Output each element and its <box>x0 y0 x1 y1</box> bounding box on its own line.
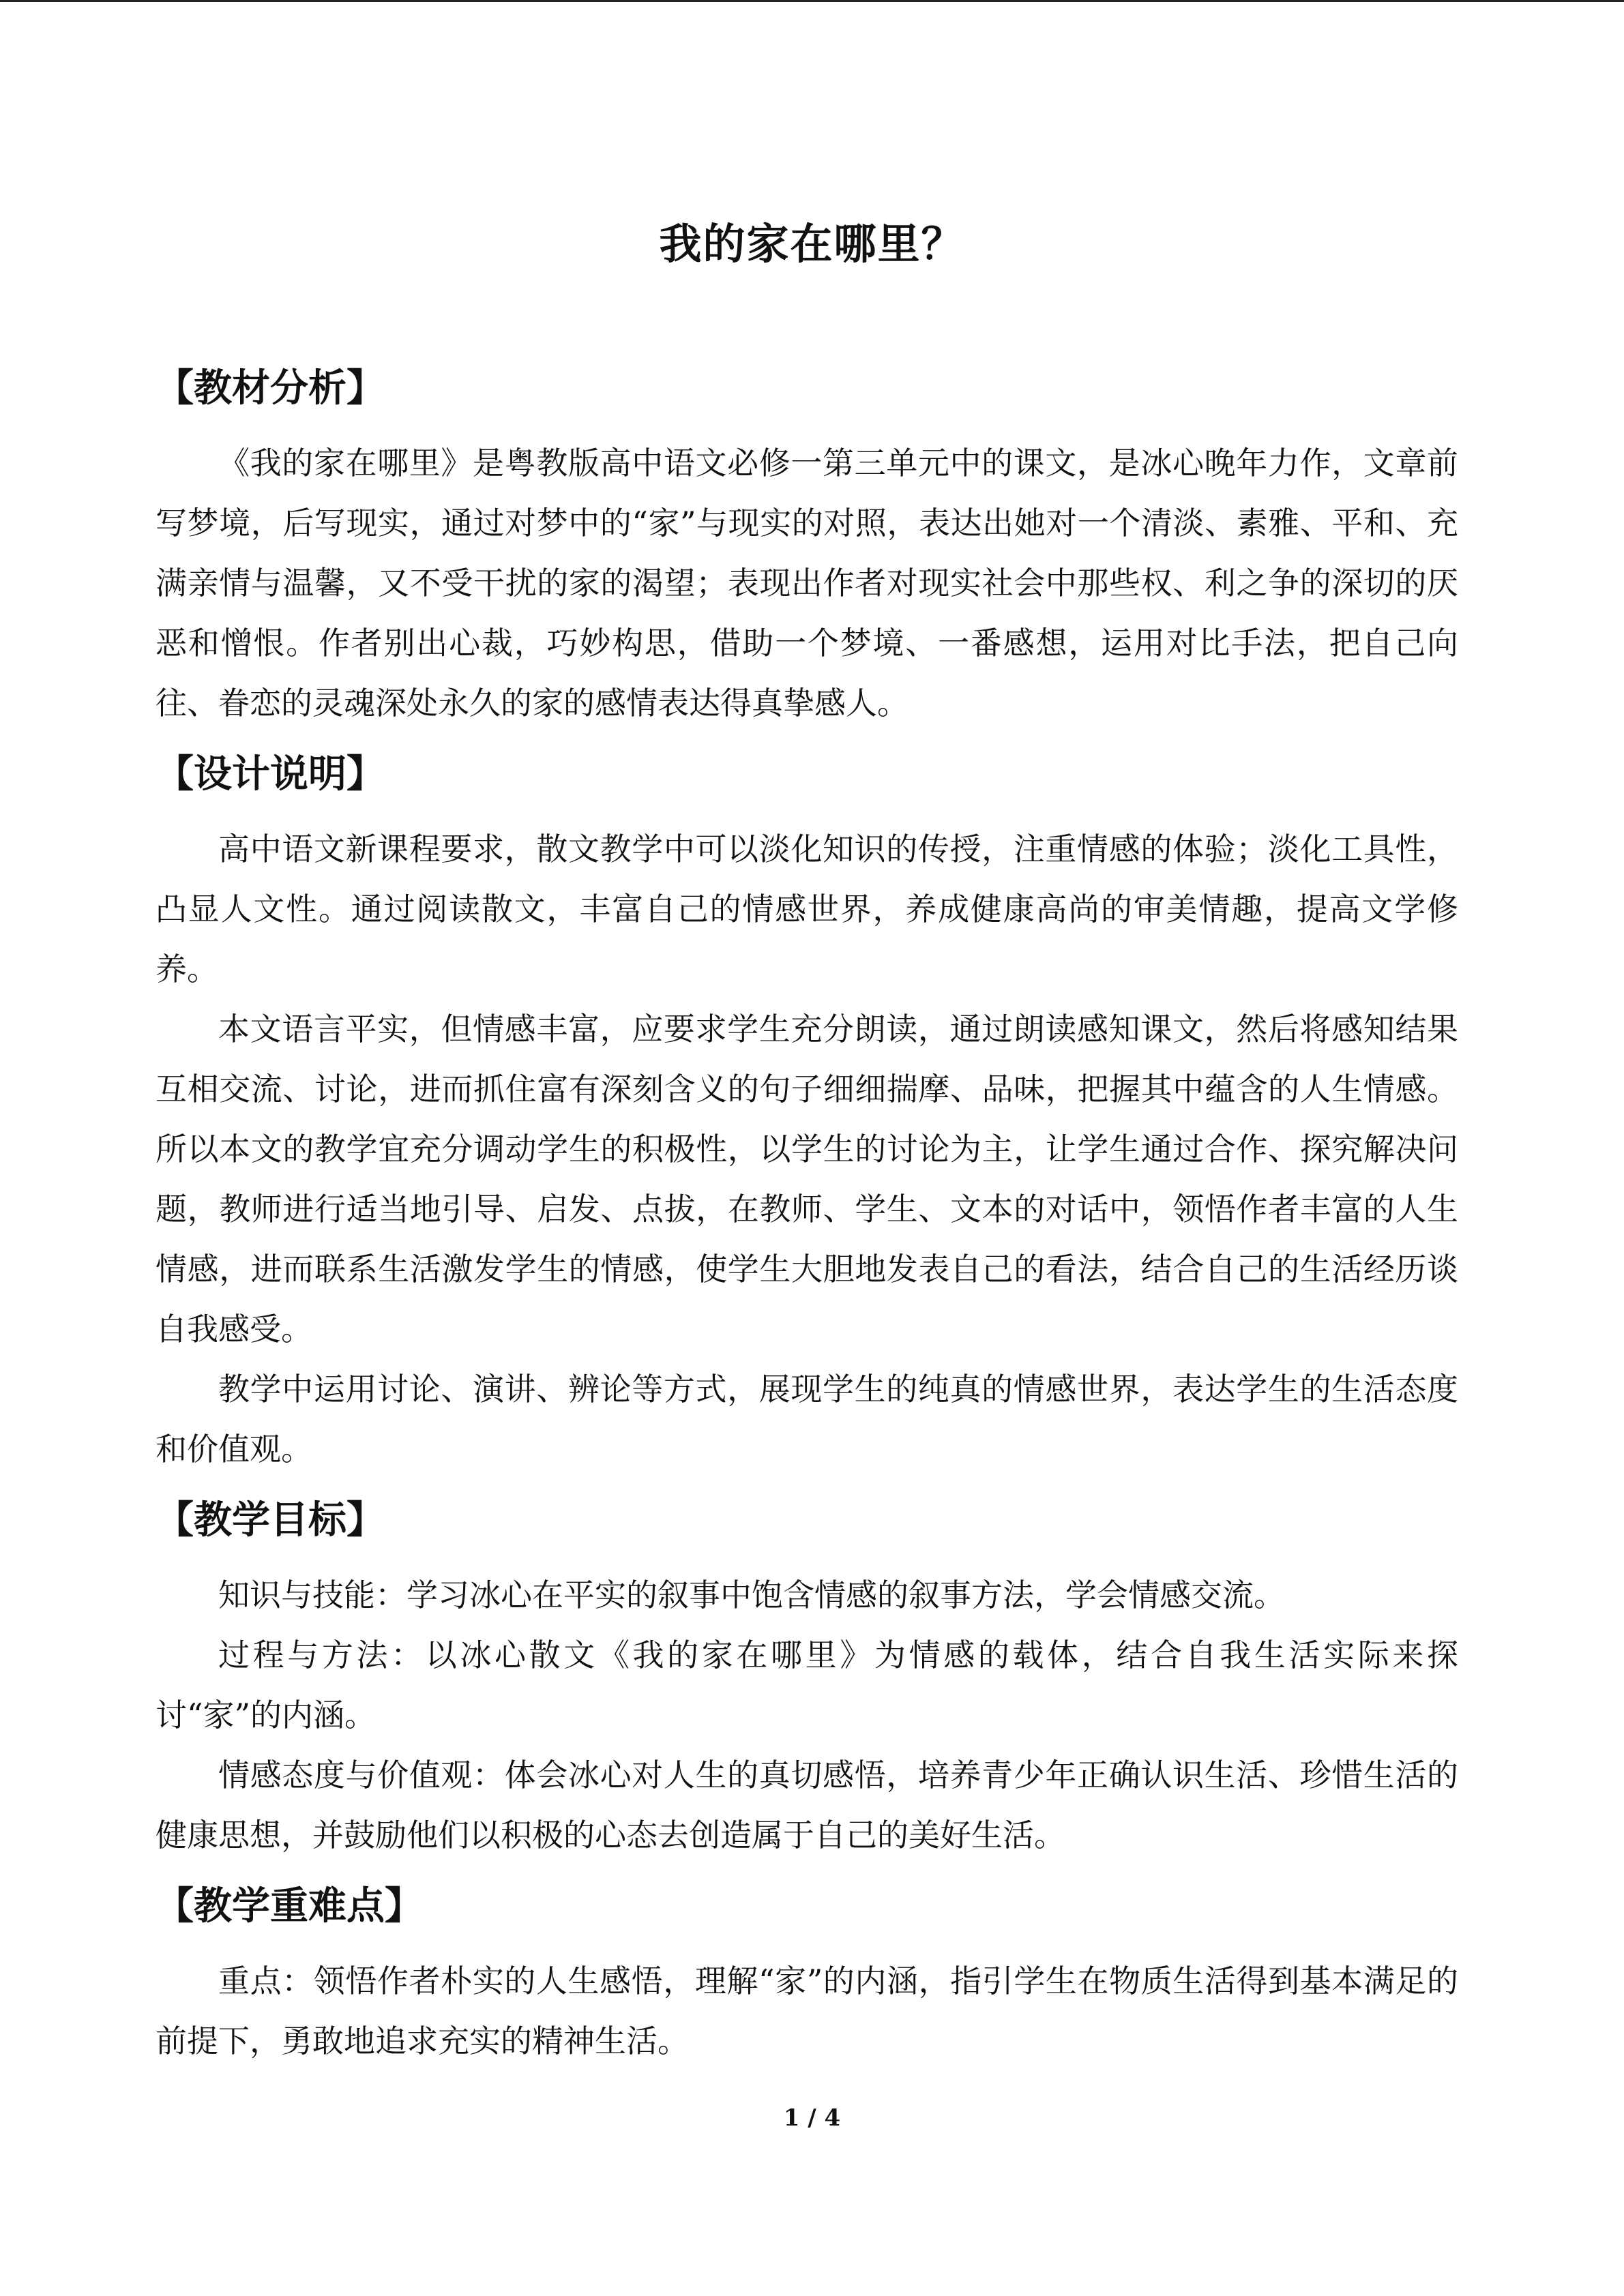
section-design-notes <box>156 736 1458 1479</box>
paragraph: 《我的家在哪里》是粤教版高中语文必修一第三单元中的课文，是冰心晚年力作，文章前写梦境，后写现实，通过对梦中的“家”与现实的对照，表达出她对一个清淡、素雅、平和、充满亲情与温馨，又不受干扰的家的渴望；表现出作者对现实社会中那些权、利之争的深切的厌恶和憎恨。作者别出心裁，巧妙构思，借助一个梦境、一番感想，运用对比手法，把自己向往、眷恋的灵魂深处永久的家的感情表达得真挚感人。 <box>156 445 1458 721</box>
section-textbook-analysis <box>156 350 1458 733</box>
paragraph: 过程与方法：以冰心散文《我的家在哪里》为情感的载体，结合自我生活实际来探讨“家”的内涵。 <box>156 1637 1458 1733</box>
section-teaching-objectives <box>156 1482 1458 1865</box>
paragraph: 知识与技能：学习冰心在平实的叙事中饱含情感的叙事方法，学会情感交流。 <box>218 1577 1285 1613</box>
paragraph: 高中语文新课程要求，散文教学中可以淡化知识的传授，注重情感的体验；淡化工具性，凸显人文性。通过阅读散文，丰富自己的情感世界，养成健康高尚的审美情趣，提高文学修养。 <box>156 831 1458 987</box>
document-body <box>156 350 1458 2074</box>
paragraph: 本文语言平实，但情感丰富，应要求学生充分朗读，通过朗读感知课文，然后将感知结果互相交流、讨论，进而抓住富有深刻含义的句子细细揣摩、品味，把握其中蕴含的人生情感。所以本文的教学宜充分调动学生的积极性，以学生的讨论为主，让学生通过合作、探究解决问题，教师进行适当地引导、启发、点拔，在教师、学生、文本的对话中，领悟作者丰富的人生情感，进而联系生活激发学生的情感，使学生大胆地发表自己的看法，结合自己的生活经历谈自我感受。 <box>156 1011 1458 1347</box>
section-heading: 【教学重难点】 <box>156 1883 423 1928</box>
paragraph: 重点：领悟作者朴实的人生感悟，理解“家”的内涵，指引学生在物质生活得到基本满足的前提下，勇敢地追求充实的精神生活。 <box>156 1963 1458 2059</box>
page-number: 1 / 4 <box>783 2104 841 2132</box>
section-heading: 【教学目标】 <box>156 1497 385 1542</box>
section-heading: 【教材分析】 <box>156 366 385 411</box>
document-title: 我的家在哪里？ <box>659 219 965 269</box>
paragraph: 情感态度与价值观：体会冰心对人生的真切感悟，培养青少年正确认识生活、珍惜生活的健康思想，并鼓励他们以积极的心态去创造属于自己的美好生活。 <box>156 1757 1458 1853</box>
section-heading: 【设计说明】 <box>156 751 385 796</box>
section-key-difficult-points <box>156 1868 1458 2071</box>
paragraph: 教学中运用讨论、演讲、辨论等方式，展现学生的纯真的情感世界，表达学生的生活态度和价值观。 <box>156 1371 1458 1467</box>
